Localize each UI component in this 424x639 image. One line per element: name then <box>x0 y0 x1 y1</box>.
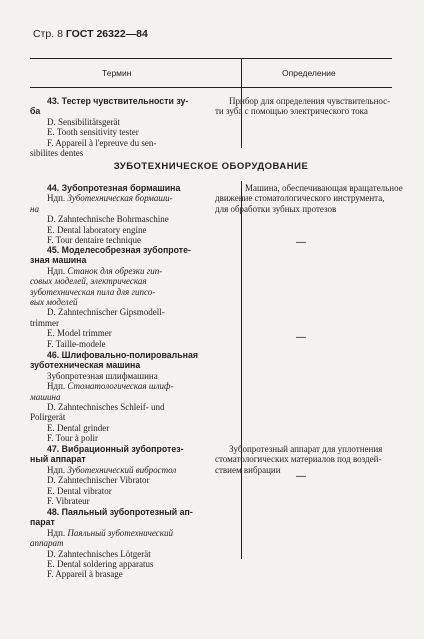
term-french: F. Appareil à brasage <box>47 569 123 580</box>
term-german-cont: trimmer <box>30 317 59 328</box>
term-entry-44 <box>30 183 218 245</box>
definition-dash-45: — <box>296 237 306 248</box>
standard-code: ГОСТ 26322—84 <box>65 28 148 40</box>
ndp-label: Ндп. <box>47 381 68 392</box>
definition-line: Зубопротезный аппарат для уплотнения <box>229 444 383 454</box>
term-english: E. Tooth sensitivity tester <box>47 127 139 138</box>
term-german: D. Zahntechnisches Lötgerät <box>47 548 151 559</box>
term-french-cont: sibilites dentes <box>30 148 84 159</box>
term-title-cont: парат <box>30 517 55 528</box>
term-german: D. Zahntechnische Bohrmaschine <box>47 214 169 225</box>
definition-43 <box>215 96 395 117</box>
definition-line: ствием вибрации <box>215 464 281 475</box>
term-synonym: Зубопротезная шлифмашина <box>47 370 158 381</box>
ndp-label: Ндп. <box>47 265 68 276</box>
definition-line: Машина, обеспечивающая вращательное <box>245 183 403 193</box>
term-title: 45. Моделесобрезная зубопроте- <box>47 245 191 255</box>
definition-line: Прибор для определения чувствительнос- <box>229 96 391 106</box>
term-entry-43 <box>30 96 218 158</box>
term-english: E. Dental grinder <box>47 422 110 433</box>
ndp-label: Ндп. <box>47 193 68 204</box>
definition-dash-48: — <box>296 471 306 482</box>
ndp-term-cont: вых моделей <box>30 297 78 308</box>
definition-dash-46: — <box>296 332 306 343</box>
column-header-definition: Определение <box>282 68 336 78</box>
term-title: 43. Тестер чувствительности зу- <box>47 96 189 106</box>
page-number: Стр. 8 <box>33 28 63 40</box>
term-title-cont: зуботехническая машина <box>30 360 141 371</box>
term-title: 48. Паяльный зубопротезный ап- <box>47 507 193 517</box>
term-english: E. Dental laboratory engine <box>47 224 147 235</box>
ndp-term: Паяльный зуботехнический <box>67 527 173 538</box>
definition-line: для обработки зубных протезов <box>215 203 337 214</box>
column-header-terms: Термин <box>102 68 132 78</box>
term-german: D. Zahntechnisches Schleif- und <box>47 402 165 413</box>
term-entry-48 <box>30 507 218 580</box>
ndp-term-cont: на <box>30 203 39 214</box>
ndp-term: Станок для обрезки гип- <box>67 265 163 276</box>
page-header <box>33 28 148 40</box>
ndp-term-cont: зуботехническая пила для гипсо- <box>30 286 156 297</box>
term-german: D. Zahntechnischer Vibrator <box>47 475 150 486</box>
column-divider <box>241 59 242 87</box>
term-english: E. Model trimmer <box>47 328 112 339</box>
definition-line: ти зуба с помощью электрического тока <box>215 106 368 117</box>
term-french: F. Appareil à l'epreuve du sen- <box>47 137 157 148</box>
term-title-cont: ный аппарат <box>30 454 86 465</box>
term-french: F. Vibrateur <box>47 496 90 507</box>
term-french: F. Tour dentaire technique <box>47 235 141 246</box>
term-title: 44. Зубопротезная бормашина <box>47 183 181 193</box>
definition-44 <box>215 183 403 214</box>
ndp-label: Ндп. <box>47 464 68 475</box>
table-header <box>30 58 392 88</box>
definition-line: движение стоматологического инструмента, <box>215 193 385 204</box>
definition-line: стоматологических материалов под воздей- <box>215 454 382 465</box>
term-german: D. Zahntechnischer Gipsmodell- <box>47 307 165 318</box>
column-divider-main <box>241 181 242 559</box>
term-title-cont: ба <box>30 106 41 117</box>
ndp-label: Ндп. <box>47 527 68 538</box>
ndp-term-cont: аппарат <box>30 538 64 549</box>
term-title-cont: зная машина <box>30 255 87 266</box>
ndp-term: Зуботехнический вибростол <box>67 464 177 475</box>
ndp-term-cont: машина <box>30 391 61 402</box>
term-entry-47 <box>30 444 218 506</box>
section-title: ЗУБОТЕХНИЧЕСКОЕ ОБОРУДОВАНИЕ <box>113 161 309 172</box>
term-french: F. Tour à polir <box>47 433 98 444</box>
term-french: F. Taille-modele <box>47 338 106 349</box>
ndp-term-cont: совых моделей, электрическая <box>30 276 147 287</box>
term-entry-46 <box>30 350 218 444</box>
term-german-cont: Polirgerät <box>30 412 66 423</box>
term-title: 47. Вибрационный зубопротез- <box>47 444 184 454</box>
term-english: E. Dental soldering apparatus <box>47 559 154 570</box>
term-title: 46. Шлифовально-полировальная <box>47 350 198 360</box>
term-entry-45 <box>30 245 218 349</box>
term-english: E. Dental vibrator <box>47 485 112 496</box>
ndp-term: Зуботехническая бормаши- <box>67 193 173 204</box>
term-german: D. Sensibilitätsgerät <box>47 116 120 127</box>
ndp-term: Стоматологическая шлиф- <box>67 381 174 392</box>
